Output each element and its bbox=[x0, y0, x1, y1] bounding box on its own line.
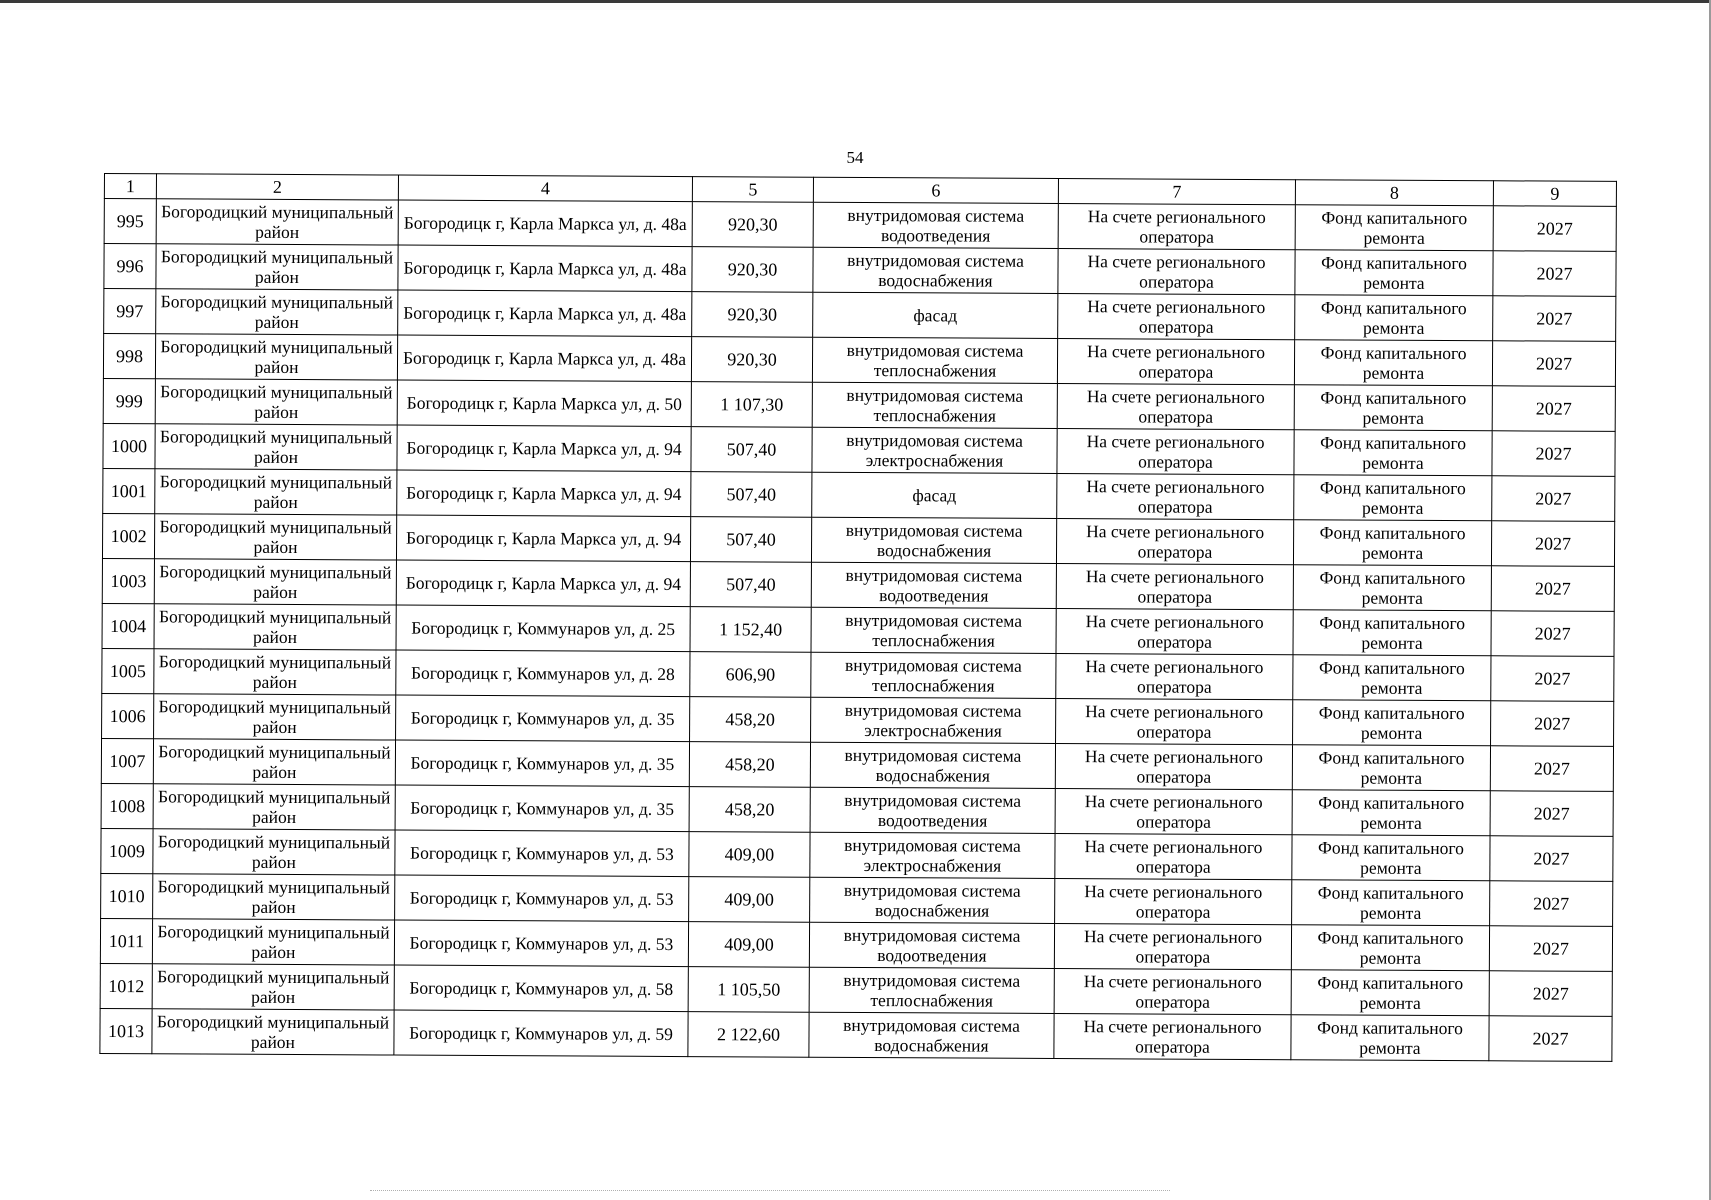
account-method-cell: На счете регионального оператора bbox=[1054, 923, 1291, 969]
address-cell: Богородицк г, Карла Маркса ул, д. 94 bbox=[397, 425, 691, 472]
area-cell: 920,30 bbox=[692, 202, 813, 248]
area-cell: 1 107,30 bbox=[691, 382, 812, 428]
account-method-cell: На счете регионального оператора bbox=[1058, 203, 1295, 249]
address-cell: Богородицк г, Коммунаров ул, д. 53 bbox=[395, 875, 689, 922]
table-row bbox=[102, 513, 1614, 566]
funding-source-cell: Фонд капитального ремонта bbox=[1291, 1015, 1489, 1061]
scan-artifact-line bbox=[370, 1190, 1170, 1191]
address-cell: Богородицк г, Коммунаров ул, д. 53 bbox=[395, 830, 689, 877]
year-cell: 2027 bbox=[1492, 341, 1615, 387]
work-type-cell: фасад bbox=[812, 472, 1057, 518]
work-type-cell: внутридомовая система теплоснабжения bbox=[811, 652, 1056, 698]
row-number-cell: 996 bbox=[104, 244, 156, 289]
funding-source-cell: Фонд капитального ремонта bbox=[1293, 700, 1491, 746]
area-cell: 606,90 bbox=[690, 652, 811, 698]
year-cell: 2027 bbox=[1492, 431, 1615, 477]
row-number-cell: 1002 bbox=[102, 513, 154, 558]
account-method-cell: На счете регионального оператора bbox=[1058, 293, 1295, 339]
year-cell: 2027 bbox=[1489, 1016, 1612, 1062]
municipality-cell: Богородицкий муниципальный район bbox=[155, 379, 397, 425]
funding-source-cell: Фонд капитального ремонта bbox=[1295, 205, 1493, 251]
address-cell: Богородицк г, Коммунаров ул, д. 35 bbox=[395, 785, 689, 832]
work-type-cell: внутридомовая система электроснабжения bbox=[810, 832, 1055, 878]
year-cell: 2027 bbox=[1490, 791, 1613, 837]
account-method-cell: На счете регионального оператора bbox=[1055, 833, 1292, 879]
municipality-cell: Богородицкий муниципальный район bbox=[154, 559, 396, 605]
account-method-cell: На счете регионального оператора bbox=[1057, 473, 1294, 519]
municipality-cell: Богородицкий муниципальный район bbox=[153, 784, 395, 830]
year-cell: 2027 bbox=[1493, 206, 1616, 252]
row-number-cell: 1005 bbox=[102, 648, 154, 693]
area-cell: 458,20 bbox=[689, 787, 810, 833]
address-cell: Богородицк г, Коммунаров ул, д. 58 bbox=[394, 965, 688, 1012]
page-number: 54 bbox=[846, 148, 864, 167]
area-cell: 409,00 bbox=[689, 877, 810, 923]
work-type-cell: внутридомовая система электроснабжения bbox=[811, 697, 1056, 743]
work-type-cell: внутридомовая система теплоснабжения bbox=[812, 337, 1057, 383]
year-cell: 2027 bbox=[1491, 611, 1614, 657]
area-cell: 458,20 bbox=[690, 697, 811, 743]
table-row bbox=[104, 244, 1616, 297]
row-number-cell: 1000 bbox=[103, 423, 155, 468]
address-cell: Богородицк г, Карла Маркса ул, д. 48а bbox=[398, 200, 692, 247]
table-row bbox=[101, 828, 1613, 881]
row-number-cell: 1011 bbox=[100, 918, 152, 963]
funding-source-cell: Фонд капитального ремонта bbox=[1292, 745, 1490, 791]
header-col-9: 9 bbox=[1493, 181, 1616, 207]
account-method-cell: На счете регионального оператора bbox=[1057, 428, 1294, 474]
row-number-cell: 997 bbox=[104, 289, 156, 334]
municipality-cell: Богородицкий муниципальный район bbox=[154, 604, 396, 650]
work-type-cell: внутридомовая система электроснабжения bbox=[812, 427, 1057, 473]
table-body bbox=[100, 199, 1616, 1062]
municipality-cell: Богородицкий муниципальный район bbox=[153, 829, 395, 875]
area-cell: 920,30 bbox=[692, 292, 813, 338]
funding-source-cell: Фонд капитального ремонта bbox=[1292, 790, 1490, 836]
account-method-cell: На счете регионального оператора bbox=[1057, 338, 1294, 384]
area-cell: 507,40 bbox=[690, 517, 811, 563]
area-cell: 920,30 bbox=[691, 337, 812, 383]
funding-source-cell: Фонд капитального ремонта bbox=[1292, 835, 1490, 881]
row-number-cell: 1006 bbox=[102, 693, 154, 738]
year-cell: 2027 bbox=[1493, 296, 1616, 342]
area-cell: 458,20 bbox=[689, 742, 810, 788]
work-type-cell: внутридомовая система водоотведения bbox=[811, 562, 1056, 608]
table-row bbox=[104, 199, 1616, 252]
address-cell: Богородицк г, Карла Маркса ул, д. 50 bbox=[397, 380, 691, 427]
municipality-cell: Богородицкий муниципальный район bbox=[155, 334, 397, 380]
year-cell: 2027 bbox=[1489, 971, 1612, 1017]
area-cell: 920,30 bbox=[692, 247, 813, 293]
funding-source-cell: Фонд капитального ремонта bbox=[1295, 250, 1493, 296]
year-cell: 2027 bbox=[1493, 251, 1616, 297]
address-cell: Богородицк г, Коммунаров ул, д. 28 bbox=[396, 650, 690, 697]
header-col-6: 6 bbox=[813, 177, 1058, 203]
address-cell: Богородицк г, Коммунаров ул, д. 59 bbox=[394, 1010, 688, 1057]
funding-source-cell: Фонд капитального ремонта bbox=[1293, 520, 1491, 566]
year-cell: 2027 bbox=[1489, 926, 1612, 972]
year-cell: 2027 bbox=[1491, 566, 1614, 612]
capital-repair-table bbox=[99, 173, 1617, 1062]
municipality-cell: Богородицкий муниципальный район bbox=[154, 649, 396, 695]
account-method-cell: На счете регионального оператора bbox=[1058, 248, 1295, 294]
account-method-cell: На счете регионального оператора bbox=[1056, 698, 1293, 744]
municipality-cell: Богородицкий муниципальный район bbox=[154, 694, 396, 740]
area-cell: 507,40 bbox=[690, 562, 811, 608]
area-cell: 2 122,60 bbox=[688, 1012, 809, 1058]
table-row bbox=[101, 783, 1613, 836]
scan-top-edge bbox=[0, 0, 1711, 3]
municipality-cell: Богородицкий муниципальный район bbox=[152, 919, 394, 965]
funding-source-cell: Фонд капитального ремонта bbox=[1294, 385, 1492, 431]
table-row bbox=[102, 603, 1614, 656]
municipality-cell: Богородицкий муниципальный район bbox=[156, 244, 398, 290]
work-type-cell: внутридомовая система водоснабжения bbox=[809, 1012, 1054, 1058]
row-number-cell: 995 bbox=[104, 199, 156, 244]
work-type-cell: фасад bbox=[813, 292, 1058, 338]
table-row bbox=[103, 423, 1615, 476]
table-row bbox=[103, 468, 1615, 521]
row-number-cell: 1009 bbox=[101, 828, 153, 873]
year-cell: 2027 bbox=[1492, 386, 1615, 432]
address-cell: Богородицк г, Карла Маркса ул, д. 94 bbox=[397, 470, 691, 517]
account-method-cell: На счете регионального оператора bbox=[1054, 968, 1291, 1014]
address-cell: Богородицк г, Карла Маркса ул, д. 94 bbox=[396, 515, 690, 562]
municipality-cell: Богородицкий муниципальный район bbox=[156, 199, 398, 245]
work-type-cell: внутридомовая система водоотведения bbox=[813, 202, 1058, 248]
header-col-1: 1 bbox=[104, 174, 156, 199]
area-cell: 1 152,40 bbox=[690, 607, 811, 653]
funding-source-cell: Фонд капитального ремонта bbox=[1294, 430, 1492, 476]
year-cell: 2027 bbox=[1491, 656, 1614, 702]
year-cell: 2027 bbox=[1490, 836, 1613, 882]
address-cell: Богородицк г, Карла Маркса ул, д. 94 bbox=[396, 560, 690, 607]
table-row bbox=[103, 334, 1615, 387]
funding-source-cell: Фонд капитального ремонта bbox=[1292, 880, 1490, 926]
account-method-cell: На счете регионального оператора bbox=[1056, 608, 1293, 654]
header-col-5: 5 bbox=[692, 177, 813, 203]
header-col-8: 8 bbox=[1295, 180, 1493, 206]
area-cell: 1 105,50 bbox=[688, 967, 809, 1013]
address-cell: Богородицк г, Карла Маркса ул, д. 48а bbox=[398, 290, 692, 337]
work-type-cell: внутридомовая система водоотведения bbox=[810, 787, 1055, 833]
account-method-cell: На счете регионального оператора bbox=[1056, 518, 1293, 564]
address-cell: Богородицк г, Карла Маркса ул, д. 48а bbox=[397, 335, 691, 382]
row-number-cell: 1010 bbox=[101, 873, 153, 918]
funding-source-cell: Фонд капитального ремонта bbox=[1294, 340, 1492, 386]
row-number-cell: 1003 bbox=[102, 558, 154, 603]
row-number-cell: 1008 bbox=[101, 783, 153, 828]
municipality-cell: Богородицкий муниципальный район bbox=[152, 1009, 394, 1055]
year-cell: 2027 bbox=[1491, 701, 1614, 747]
area-cell: 507,40 bbox=[691, 427, 812, 473]
year-cell: 2027 bbox=[1490, 881, 1613, 927]
funding-source-cell: Фонд капитального ремонта bbox=[1294, 475, 1492, 521]
table-row bbox=[100, 963, 1612, 1016]
account-method-cell: На счете регионального оператора bbox=[1055, 788, 1292, 834]
municipality-cell: Богородицкий муниципальный район bbox=[154, 514, 396, 560]
municipality-cell: Богородицкий муниципальный район bbox=[156, 289, 398, 335]
municipality-cell: Богородицкий муниципальный район bbox=[153, 739, 395, 785]
header-col-4: 4 bbox=[398, 175, 692, 202]
header-col-7: 7 bbox=[1058, 178, 1295, 204]
table-row bbox=[102, 558, 1614, 611]
address-cell: Богородицк г, Коммунаров ул, д. 35 bbox=[395, 740, 689, 787]
table-row bbox=[104, 289, 1616, 342]
table-row bbox=[102, 648, 1614, 701]
funding-source-cell: Фонд капитального ремонта bbox=[1291, 925, 1489, 971]
table-row bbox=[103, 378, 1615, 431]
funding-source-cell: Фонд капитального ремонта bbox=[1291, 970, 1489, 1016]
funding-source-cell: Фонд капитального ремонта bbox=[1295, 295, 1493, 341]
work-type-cell: внутридомовая система водоснабжения bbox=[810, 877, 1055, 923]
area-cell: 409,00 bbox=[689, 832, 810, 878]
funding-source-cell: Фонд капитального ремонта bbox=[1293, 655, 1491, 701]
row-number-cell: 999 bbox=[103, 378, 155, 423]
table-row bbox=[102, 693, 1614, 746]
municipality-cell: Богородицкий муниципальный район bbox=[152, 964, 394, 1010]
year-cell: 2027 bbox=[1490, 746, 1613, 792]
row-number-cell: 1001 bbox=[103, 468, 155, 513]
account-method-cell: На счете регионального оператора bbox=[1055, 878, 1292, 924]
work-type-cell: внутридомовая система водоотведения bbox=[809, 922, 1054, 968]
account-method-cell: На счете регионального оператора bbox=[1055, 743, 1292, 789]
address-cell: Богородицк г, Коммунаров ул, д. 25 bbox=[396, 605, 690, 652]
funding-source-cell: Фонд капитального ремонта bbox=[1293, 610, 1491, 656]
address-cell: Богородицк г, Коммунаров ул, д. 53 bbox=[394, 920, 688, 967]
work-type-cell: внутридомовая система водоснабжения bbox=[811, 517, 1056, 563]
row-number-cell: 1012 bbox=[100, 963, 152, 1008]
address-cell: Богородицк г, Карла Маркса ул, д. 48а bbox=[398, 245, 692, 292]
account-method-cell: На счете регионального оператора bbox=[1056, 653, 1293, 699]
row-number-cell: 1007 bbox=[101, 738, 153, 783]
table-row bbox=[101, 873, 1613, 926]
funding-source-cell: Фонд капитального ремонта bbox=[1293, 565, 1491, 611]
municipality-cell: Богородицкий муниципальный район bbox=[155, 424, 397, 470]
year-cell: 2027 bbox=[1491, 521, 1614, 567]
header-col-2: 2 bbox=[156, 174, 398, 200]
account-method-cell: На счете регионального оператора bbox=[1057, 383, 1294, 429]
row-number-cell: 1004 bbox=[102, 603, 154, 648]
work-type-cell: внутридомовая система теплоснабжения bbox=[811, 607, 1056, 653]
municipality-cell: Богородицкий муниципальный район bbox=[155, 469, 397, 515]
municipality-cell: Богородицкий муниципальный район bbox=[153, 874, 395, 920]
work-type-cell: внутридомовая система водоснабжения bbox=[813, 247, 1058, 293]
row-number-cell: 998 bbox=[103, 334, 155, 379]
table-row bbox=[100, 1008, 1612, 1061]
work-type-cell: внутридомовая система теплоснабжения bbox=[812, 382, 1057, 428]
work-type-cell: внутридомовая система теплоснабжения bbox=[809, 967, 1054, 1013]
year-cell: 2027 bbox=[1492, 476, 1615, 522]
table-row bbox=[101, 738, 1613, 791]
account-method-cell: На счете регионального оператора bbox=[1054, 1013, 1291, 1059]
area-cell: 507,40 bbox=[691, 472, 812, 518]
work-type-cell: внутридомовая система водоснабжения bbox=[810, 742, 1055, 788]
area-cell: 409,00 bbox=[688, 922, 809, 968]
account-method-cell: На счете регионального оператора bbox=[1056, 563, 1293, 609]
address-cell: Богородицк г, Коммунаров ул, д. 35 bbox=[396, 695, 690, 742]
table-row bbox=[100, 918, 1612, 971]
row-number-cell: 1013 bbox=[100, 1008, 152, 1053]
